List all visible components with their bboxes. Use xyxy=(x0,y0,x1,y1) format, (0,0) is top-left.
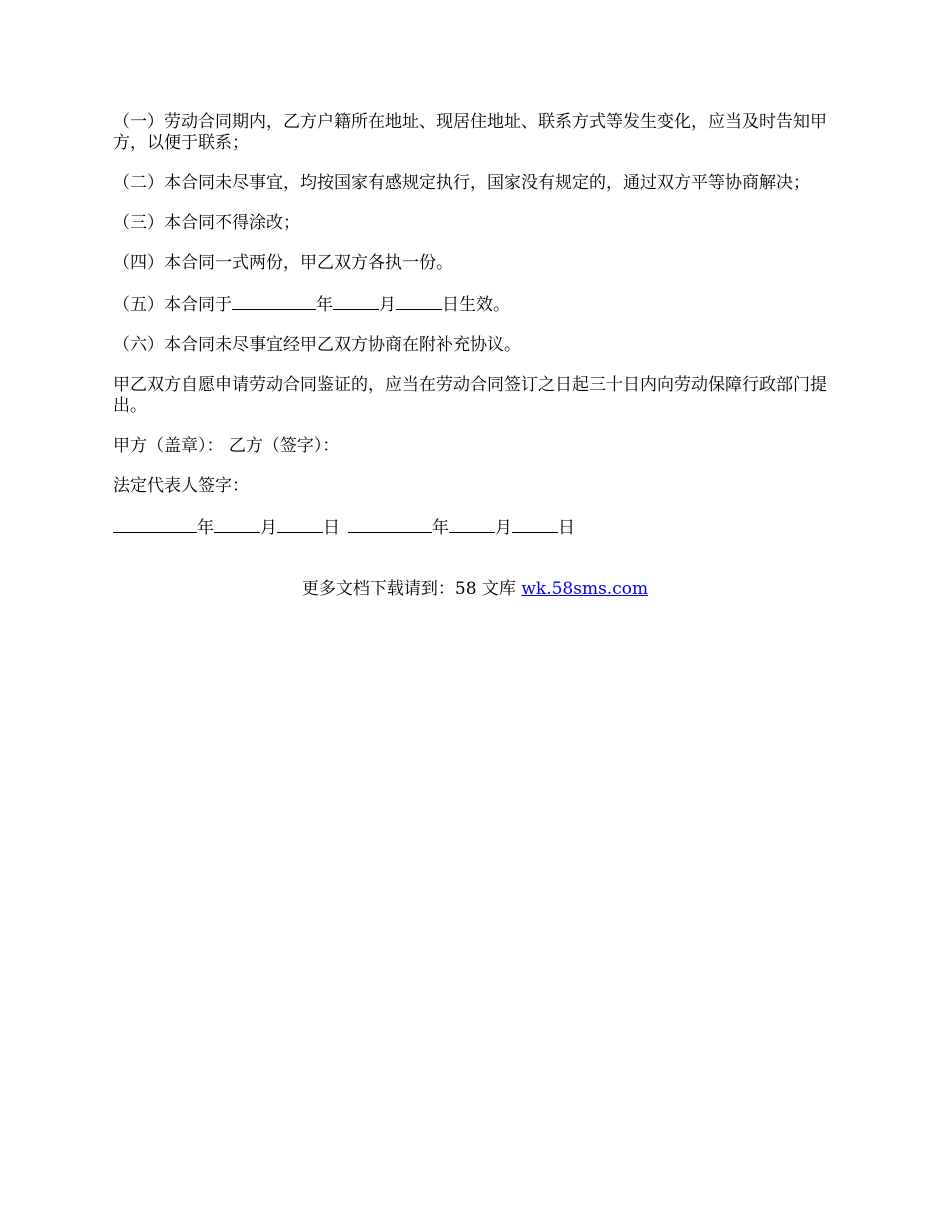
clause-5-year: 年 xyxy=(316,295,333,315)
signature-parties xyxy=(113,436,839,457)
footer-link[interactable]: wk.58sms.com xyxy=(521,579,649,599)
party-b-year-blank xyxy=(348,516,432,533)
party-a-day-blank xyxy=(277,516,323,533)
effective-day-blank xyxy=(396,293,442,310)
clause-4: （四）本合同一式两份，甲乙双方各执一份。 xyxy=(113,253,453,273)
clause-1: （一）劳动合同期内，乙方户籍所在地址、现居住地址、联系方式等发生变化，应当及时告知甲方，以便于联系； xyxy=(113,112,827,153)
party-b-day-blank xyxy=(512,516,558,533)
party-b-month-label: 月 xyxy=(495,518,512,538)
legal-rep-label: 法定代表人签字： xyxy=(113,476,249,496)
effective-month-blank xyxy=(333,293,379,310)
contract-body xyxy=(113,112,839,558)
effective-year-blank xyxy=(232,293,316,310)
party-b-day-label: 日 xyxy=(558,518,575,538)
party-b-month-blank xyxy=(449,516,495,533)
party-a-day-label: 日 xyxy=(323,518,340,538)
appraisal-paragraph: 甲乙双方自愿申请劳动合同鉴证的，应当在劳动合同签订之日起三十日内向劳动保障行政部门提出。 xyxy=(113,375,827,416)
clause-3: （三）本合同不得涂改； xyxy=(113,213,300,233)
clause-5-prefix: （五）本合同于 xyxy=(113,295,232,315)
party-a-year-label: 年 xyxy=(197,518,214,538)
clause-5-month: 月 xyxy=(379,295,396,315)
download-footer xyxy=(0,579,950,600)
party-a-year-blank xyxy=(113,516,197,533)
party-b-year-label: 年 xyxy=(432,518,449,538)
signature-dates xyxy=(113,516,839,539)
party-a-month-label: 月 xyxy=(260,518,277,538)
clause-5-suffix: 日生效。 xyxy=(442,295,510,315)
party-a-label: 甲方（盖章）： xyxy=(113,436,224,456)
footer-text: 更多文档下载请到：58 文库 xyxy=(301,579,522,599)
clause-5 xyxy=(113,293,839,316)
party-a-month-blank xyxy=(214,516,260,533)
party-b-label: 乙方（签字）： xyxy=(228,436,340,456)
clause-2: （二）本合同未尽事宜，均按国家有感规定执行，国家没有规定的，通过双方平等协商解决； xyxy=(113,173,810,193)
clause-6: （六）本合同未尽事宜经甲乙双方协商在附补充协议。 xyxy=(113,335,521,355)
